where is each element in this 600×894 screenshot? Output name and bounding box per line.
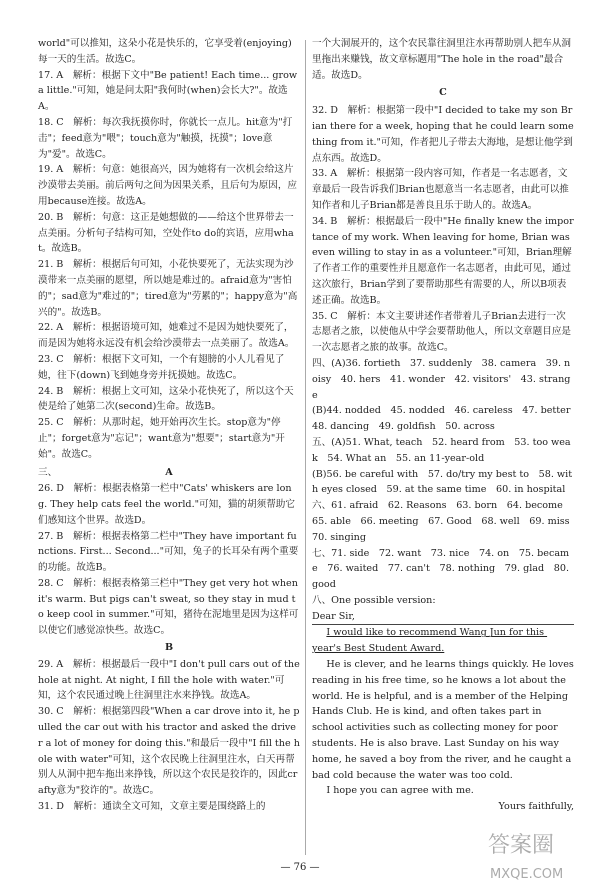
section-b-heading: B bbox=[164, 642, 174, 654]
answer-entry: 21. B 解析：根据后句可知，小花快要死了，无法实现为沙漠带来一点美丽的愿望，所以她是难过的。afraid意为"害怕的"；sad意为"难过的"；tired意为"劳累的"；happy意为"高兴的"。故选B。 bbox=[38, 259, 298, 318]
answer-entry: 33. A 解析：根据第一段内容可知，作者是一名志愿者，文章最后一段告诉我们Brian也愿意当一名志愿者，由此可以推知作者和儿子Brian都是善良且乐于助人的。故选A。 bbox=[312, 168, 569, 211]
answer-entry: 28. C 解析：根据表格第三栏中"They get very hot when it's warm. But pigs can't sweat, so they stay in mud to keep cool in summer."可知，猪待在泥地里是因为这样可以使它们感觉凉快些。故选C。 bbox=[38, 577, 301, 637]
answer-entry: 27. B 解析：根据表格第二栏中"They have important functions. First... Second..."可知，兔子的长耳朵有两个重要的功能。故选B。 bbox=[38, 530, 299, 574]
essay-paragraph-3: I hope you can agree with me. bbox=[326, 785, 474, 797]
answer-entry: 31. D 解析：通读全文可知，文章主要是围绕路上的 bbox=[38, 801, 266, 813]
answer-section: 七、71. side 72. want 73. nice 74. on 75. became 76. waited 77. can't 78. nothing 79. glad 80. good bbox=[312, 547, 573, 591]
section-three-label: 三、 bbox=[38, 466, 58, 478]
answer-entry: 29. A 解析：根据最后一段中"I don't pull cars out of the hole at night. At night, I fill the hole with water."可知，这个农民通过晚上往洞里注水来挣钱。故选A。 bbox=[38, 658, 303, 702]
essay-intro: 八、One possible version: bbox=[312, 594, 436, 606]
answer-list-b bbox=[38, 657, 303, 815]
left-column bbox=[38, 36, 303, 815]
answer-section: 六、61. afraid 62. Reasons 63. born 64. become 65. able 66. meeting 67. Good 68. well 69. miss 70. singing bbox=[312, 500, 580, 543]
answer-section: 五、(A)51. What, teach 52. heard from 53. too weak 54. What an 55. an 11-year-old (B)56. be careful with 57. do/try my best to 58. with eyes closed 59. at the same time 60. in hospital bbox=[312, 436, 573, 496]
answer-entry: 22. A 解析：根据语境可知，她难过不是因为她快要死了，而是因为她将永远没有机会给沙漠带去一点美丽了。故选A。 bbox=[38, 322, 295, 350]
essay-closing: Yours faithfully, bbox=[498, 801, 574, 813]
essay-paragraph-2: He is clever, and he learns things quickly. He loves reading in his free time, so he knows a lot about the world. He is helpful, and is a member of the Helping Hands Club. He is kind, and often takes part in school activities such as collecting money for poor students. He is also brave. Last Sunday on his way home, he saved a boy from the river, and he caught a bad cold because the water was too cold. bbox=[312, 659, 577, 781]
answer-entry: 34. B 解析：根据最后一段中"He finally knew the importance of my work. When leaving for home, Brian was even willing to stay in as a volunteer."可知，Brian理解了作者工作的重要性并且愿意作一名志愿者，由此可见，通过这次旅行，Brian学到了要帮助那些有需要的人，所以B项表述正确。故选B。 bbox=[312, 215, 574, 306]
answer-entry: 26. D 解析：根据表格第一栏中"Cats' whiskers are long. They help cats feel the world."可知，猫的胡须帮助它们感知这个世界。故选D。 bbox=[38, 483, 295, 526]
answer-entry: 30. C 解析：根据第四段"When a car drove into it, he pulled the car out with his tractor and asked the driver a lot of money for doing this."和最后一段中"I fill the hole with water"可知，这个农民晚上往洞里注水，白天再帮别人从洞中把车拖出来挣钱，所以这个农民是狡诈的，因此crafty意为"狡诈的"。故选C。 bbox=[38, 706, 300, 797]
section-a-heading: A bbox=[165, 467, 173, 479]
answer-entry: 19. A 解析：句意：她很高兴，因为她将有一次机会给这片沙漠带去美丽。前后两句之间为因果关系，且后句为原因，应用because连接。故选A。 bbox=[38, 164, 298, 207]
watermark-logo bbox=[480, 826, 590, 890]
watermark-line-1: 答案圈 bbox=[488, 833, 555, 858]
answer-entry: 23. C 解析：根据下文可知，一个有翅膀的小人儿看见了她，往下(down)飞到她身旁并抚摸她。故选C。 bbox=[38, 353, 285, 381]
answer-entry: 20. B 解析：句意：这正是她想做的——给这个世界带去一点美丽。分析句子结构可知，空处作to do的宾语，应用what。故选B。 bbox=[38, 211, 294, 255]
section-c-heading: C bbox=[439, 87, 447, 99]
answer-entry: 24. B 解析：根据上文可知，这朵小花快死了，所以这个天使是给了她第二次(second)生命。故选B。 bbox=[38, 385, 294, 413]
watermark-line-2: MXQE.COM bbox=[490, 867, 564, 882]
essay bbox=[312, 593, 577, 815]
continued-text: 一个大洞展开的，这个农民靠往洞里注水再帮助别人把车从洞里拖出来赚钱，故文章标题用"The hole in the road"最合适。故选D。 bbox=[312, 38, 572, 81]
answer-list-a bbox=[38, 481, 300, 639]
answer-entry: 35. C 解析：本文主要讲述作者带着儿子Brian去进行一次志愿者之旅，以使他从中学会要帮助他人，所以文章题目应是一次志愿者之旅的故事。故选C。 bbox=[312, 310, 572, 354]
answer-entry: 32. D 解析：根据第一段中"I decided to take my son Brian there for a week, hoping that he could learn something from it."可知，作者把儿子带去大海地，是想让他学到点东西。故选D。 bbox=[312, 105, 574, 164]
answer-entry: 18. C 解析：每次我抚摸你时，你就长一点儿。hit意为"打击"；feed意为"喂"；touch意为"触摸，抚摸"；love意为"爱"。故选C。 bbox=[38, 116, 293, 160]
answer-entry: world"可以推知，这朵小花是快乐的，它享受着(enjoying)每一天的生活。故选C。 bbox=[38, 38, 292, 65]
answer-entry: 25. C 解析：从那时起，她开始再次生长。stop意为"停止"；forget意为"忘记"；want意为"想要"；start意为"开始"。故选C。 bbox=[38, 417, 285, 460]
page-number: — 76 — bbox=[280, 862, 320, 873]
right-column bbox=[312, 36, 580, 815]
answer-list-c bbox=[312, 103, 574, 356]
essay-salutation: Dear Sir, bbox=[312, 609, 574, 626]
essay-paragraph-1: I would like to recommend Wang Jun for this year's Best Student Award. bbox=[312, 627, 548, 655]
answer-entry: 17. A 解析：根据下文中"Be patient! Each time... grow a little."可知，她是问太阳"我何时(when)会长大?"。故选A。 bbox=[38, 69, 301, 113]
column-divider bbox=[305, 40, 306, 855]
answer-list-left bbox=[38, 36, 300, 463]
fill-in-answers bbox=[312, 356, 580, 593]
answer-section: 四、(A)36. fortieth 37. suddenly 38. camera 39. noisy 40. hers 41. wonder 42. visitors' 43. strange (B)44. nodded 45. nodded 46. careless 47. better 48. dancing 49. goldfish 50. across bbox=[312, 357, 571, 433]
